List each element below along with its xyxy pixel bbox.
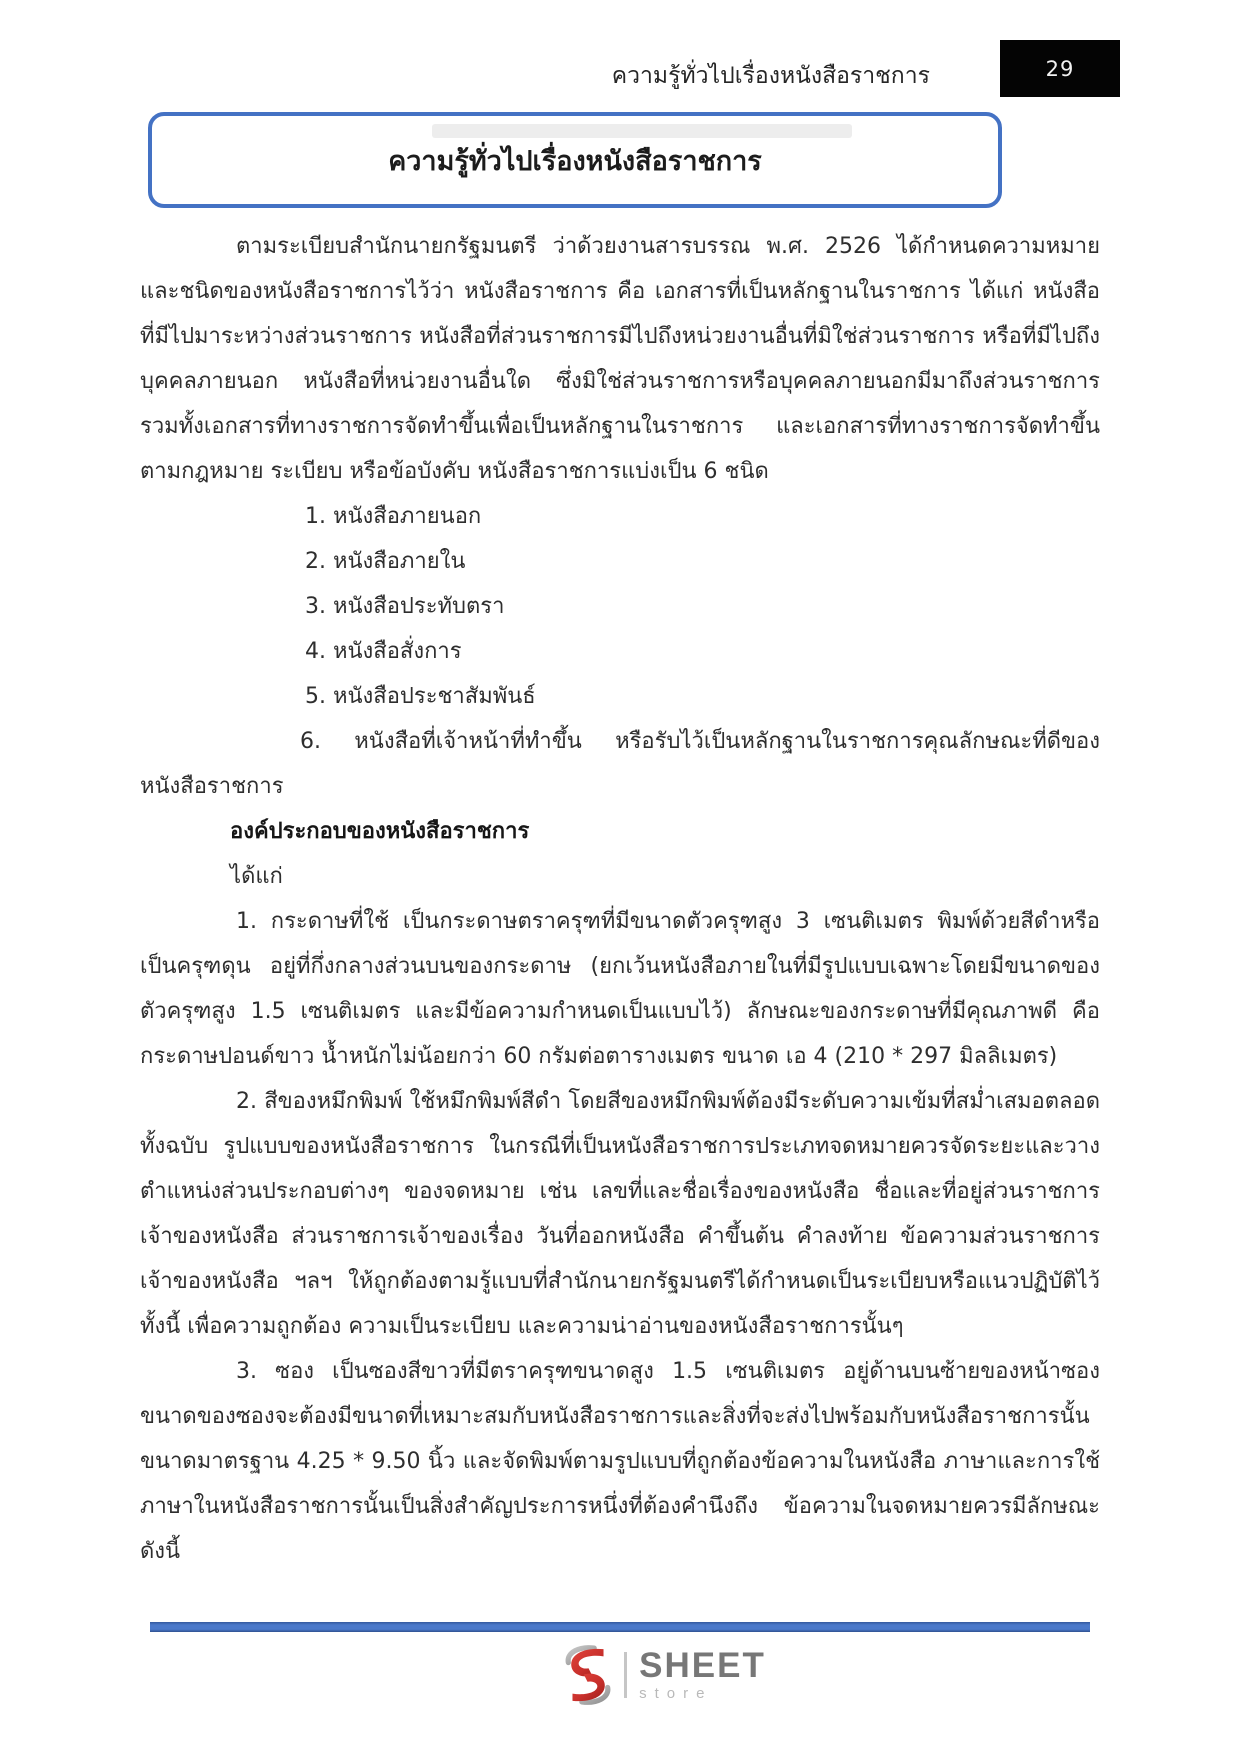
section-heading: องค์ประกอบของหนังสือราชการ bbox=[230, 819, 530, 844]
footer-divider-rule bbox=[150, 1622, 1090, 1632]
page-number: 29 bbox=[1045, 56, 1075, 81]
chapter-title: ความรู้ทั่วไปเรื่องหนังสือราชการ bbox=[388, 145, 762, 177]
watermark-smudge bbox=[432, 124, 852, 138]
component-paragraph-1: 1. กระดาษที่ใช้ เป็นกระดาษตราครุฑที่มีขนาดตัวครุฑสูง 3 เซนติเมตร พิมพ์ด้วยสีดำหรือเป็นครุฑดุน อยู่ที่กึ่งกลางส่วนบนของกระดาษ (ยกเว้นหนังสือภายในที่มีรูปแบบเฉพาะโดยมีขนาดของตัวครุฑสูง 1.5 เซนติเมตร และมีข้อความกำหนดเป็นแบบไว้) ลักษณะของกระดาษที่มีคุณภาพดี คือ กระดาษปอนด์ขาว น้ำหนักไม่น้อยกว่า 60 กรัมต่อตารางเมตร ขนาด เอ 4 (210 * 297 มิลลิเมตร) bbox=[140, 909, 1100, 1069]
intro-paragraph: ตามระเบียบสำนักนายกรัฐมนตรี ว่าด้วยงานสารบรรณ พ.ศ. 2526 ได้กำหนดความหมายและชนิดของหนังสือราชการไว้ว่า หนังสือราชการ คือ เอกสารที่เป็นหลักฐานในราชการ ได้แก่ หนังสือที่มีไปมาระหว่างส่วนราชการ หนังสือที่ส่วนราชการมีไปถึงหน่วยงานอื่นที่มิใช่ส่วนราชการ หรือที่มีไปถึงบุคคลภายนอก หนังสือที่หน่วยงานอื่นใด ซึ่งมิใช่ส่วนราชการหรือบุคคลภายนอกมีมาถึงส่วนราชการ รวมทั้งเอกสารที่ทางราชการจัดทำขึ้นเพื่อเป็นหลักฐานในราชการ และเอกสารที่ทางราชการจัดทำขึ้นตามกฎหมาย ระเบียบ หรือข้อบังคับ หนังสือราชการแบ่งเป็น 6 ชนิด bbox=[140, 234, 1100, 484]
doc-type-item: 1. หนังสือภายนอก bbox=[305, 504, 482, 529]
logo-divider bbox=[624, 1652, 627, 1698]
logo-text-sheet: SHEET bbox=[639, 1645, 766, 1685]
doc-type-item: 2. หนังสือภายใน bbox=[305, 549, 466, 574]
doc-type-item: 5. หนังสือประชาสัมพันธ์ bbox=[305, 684, 536, 709]
running-header-title: ความรู้ทั่วไปเรื่องหนังสือราชการ bbox=[611, 63, 930, 89]
body-column bbox=[140, 224, 1100, 1574]
doc-type-item: 3. หนังสือประทับตรา bbox=[305, 594, 505, 619]
logo-wordmark bbox=[639, 1645, 766, 1702]
sheet-store-logo bbox=[44, 1643, 1240, 1707]
chapter-title-box bbox=[148, 112, 1002, 208]
logo-s-icon bbox=[562, 1645, 614, 1705]
doc-type-item-6: 6. หนังสือที่เจ้าหน้าที่ทำขึ้น หรือรับไว้เป็นหลักฐานในราชการคุณลักษณะที่ดีของหนังสือราชการ bbox=[140, 729, 1100, 799]
logo-text-store: store bbox=[639, 1684, 713, 1702]
doc-type-item: 4. หนังสือสั่งการ bbox=[305, 639, 462, 664]
section-lead: ได้แก่ bbox=[230, 864, 283, 889]
component-paragraph-3: 3. ซอง เป็นซองสีขาวที่มีตราครุฑขนาดสูง 1.5 เซนติเมตร อยู่ด้านบนซ้ายของหน้าซอง ขนาดของซองจะต้องมีขนาดที่เหมาะสมกับหนังสือราชการและสิ่งที่จะส่งไปพร้อมกับหนังสือราชการนั้น ขนาดมาตรฐาน 4.25 * 9.50 นิ้ว และจัดพิมพ์ตามรูปแบบที่ถูกต้องข้อความในหนังสือ ภาษาและการใช้ภาษาในหนังสือราชการนั้นเป็นสิ่งสำคัญประการหนึ่งที่ต้องคำนึงถึง ข้อความในจดหมายควรมีลักษณะดังนี้ bbox=[140, 1359, 1100, 1564]
component-paragraph-2: 2. สีของหมึกพิมพ์ ใช้หมึกพิมพ์สีดำ โดยสีของหมึกพิมพ์ต้องมีระดับความเข้มที่สม่ำเสมอตลอดทั้งฉบับ รูปแบบของหนังสือราชการ ในกรณีที่เป็นหนังสือราชการประเภทจดหมายควรจัดระยะและวางตำแหน่งส่วนประกอบต่างๆ ของจดหมาย เช่น เลขที่และชื่อเรื่องของหนังสือ ชื่อและที่อยู่ส่วนราชการเจ้าของหนังสือ ส่วนราชการเจ้าของเรื่อง วันที่ออกหนังสือ คำขึ้นต้น คำลงท้าย ข้อความส่วนราชการเจ้าของหนังสือ ฯลฯ ให้ถูกต้องตามรู้แบบที่สำนักนายกรัฐมนตรีได้กำหนดเป็นระเบียบหรือแนวปฏิบัติไว้ ทั้งนี้ เพื่อความถูกต้อง ความเป็นระเบียบ และความน่าอ่านของหนังสือราชการนั้นๆ bbox=[140, 1089, 1100, 1339]
page-number-box bbox=[1000, 40, 1120, 97]
